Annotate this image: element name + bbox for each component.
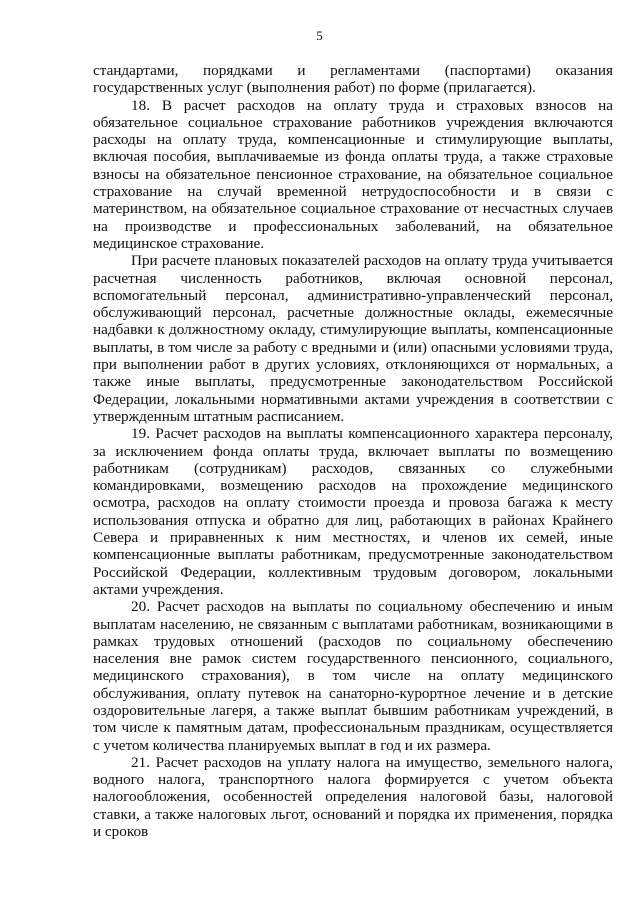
paragraph-19: 19. Расчет расходов на выплаты компенсационного характера персоналу, за исключением фонда оплаты труда, включает выплаты по возмещению работникам (сотрудникам) расходов, связанных со служебными командировками, возмещению расходов на прохождение медицинского осмотра, расходов на оплату стоимости проезда и провоза багажа к месту использования отпуска и обратно для лиц, работающих в районах Крайнего Севера и приравненных к ним местностях, и членов их семей, иные компенсационные выплаты работникам, предусмотренные законодательством Российской Федерации, коллективным трудовым договором, локальными актами учреждения. xyxy=(93,425,613,598)
paragraph-continuation: стандартами, порядками и регламентами (паспортами) оказания государственных услуг (выполнения работ) по форме (прилагается). xyxy=(93,62,613,97)
paragraph-18: 18. В расчет расходов на оплату труда и страховых взносов на обязательное социальное страхование работников учреждения включаются расходы на оплату труда, компенсационные и стимулирующие выплаты, включая пособия, выплачиваемые из фонда оплаты труда, а также страховые взносы на обязательное пенсионное страхование, на обязательное социальное страхование на случай временной нетрудоспособности и в связи с материнством, на обязательное социальное страхование от несчастных случаев на производстве и профессиональных заболеваний, на обязательное медицинское страхование. xyxy=(93,96,613,252)
paragraph-18-planning: При расчете плановых показателей расходов на оплату труда учитывается расчетная численность работников, включая основной персонал, вспомогательный персонал, административно-управленческий персонал, обслуживающий персонал, расчетные должностные оклады, ежемесячные надбавки к должностному окладу, стимулирующие выплаты, компенсационные выплаты, в том числе за работу с вредными и (или) опасными условиями труда, при выполнении работ в других условиях, отклоняющихся от нормальных, а также иные выплаты, предусмотренные законодательством Российской Федерации, локальными нормативными актами учреждения в соответствии с утвержденным штатным расписанием. xyxy=(93,252,613,425)
paragraph-20: 20. Расчет расходов на выплаты по социальному обеспечению и иным выплатам населению, не связанным с выплатами работникам, возникающими в рамках трудовых отношений (расходов по социальному обеспечению населения вне рамок систем государственного пенсионного, социального, медицинского страхования), в том числе на оплату медицинского обслуживания, оплату путевок на санаторно-курортное лечение и в детские оздоровительные лагеря, а также выплат бывшим работникам учреждений, в том числе к памятным датам, профессиональным праздникам, осуществляется с учетом количества планируемых выплат в год и их размера. xyxy=(93,598,613,754)
document-body xyxy=(93,62,613,840)
page-number: 5 xyxy=(316,28,323,43)
paragraph-21: 21. Расчет расходов на уплату налога на имущество, земельного налога, водного налога, транспортного налога формируется с учетом объекта налогообложения, особенностей определения налоговой базы, налоговой ставки, а также налоговых льгот, оснований и порядка их применения, порядка и сроков xyxy=(93,753,613,841)
